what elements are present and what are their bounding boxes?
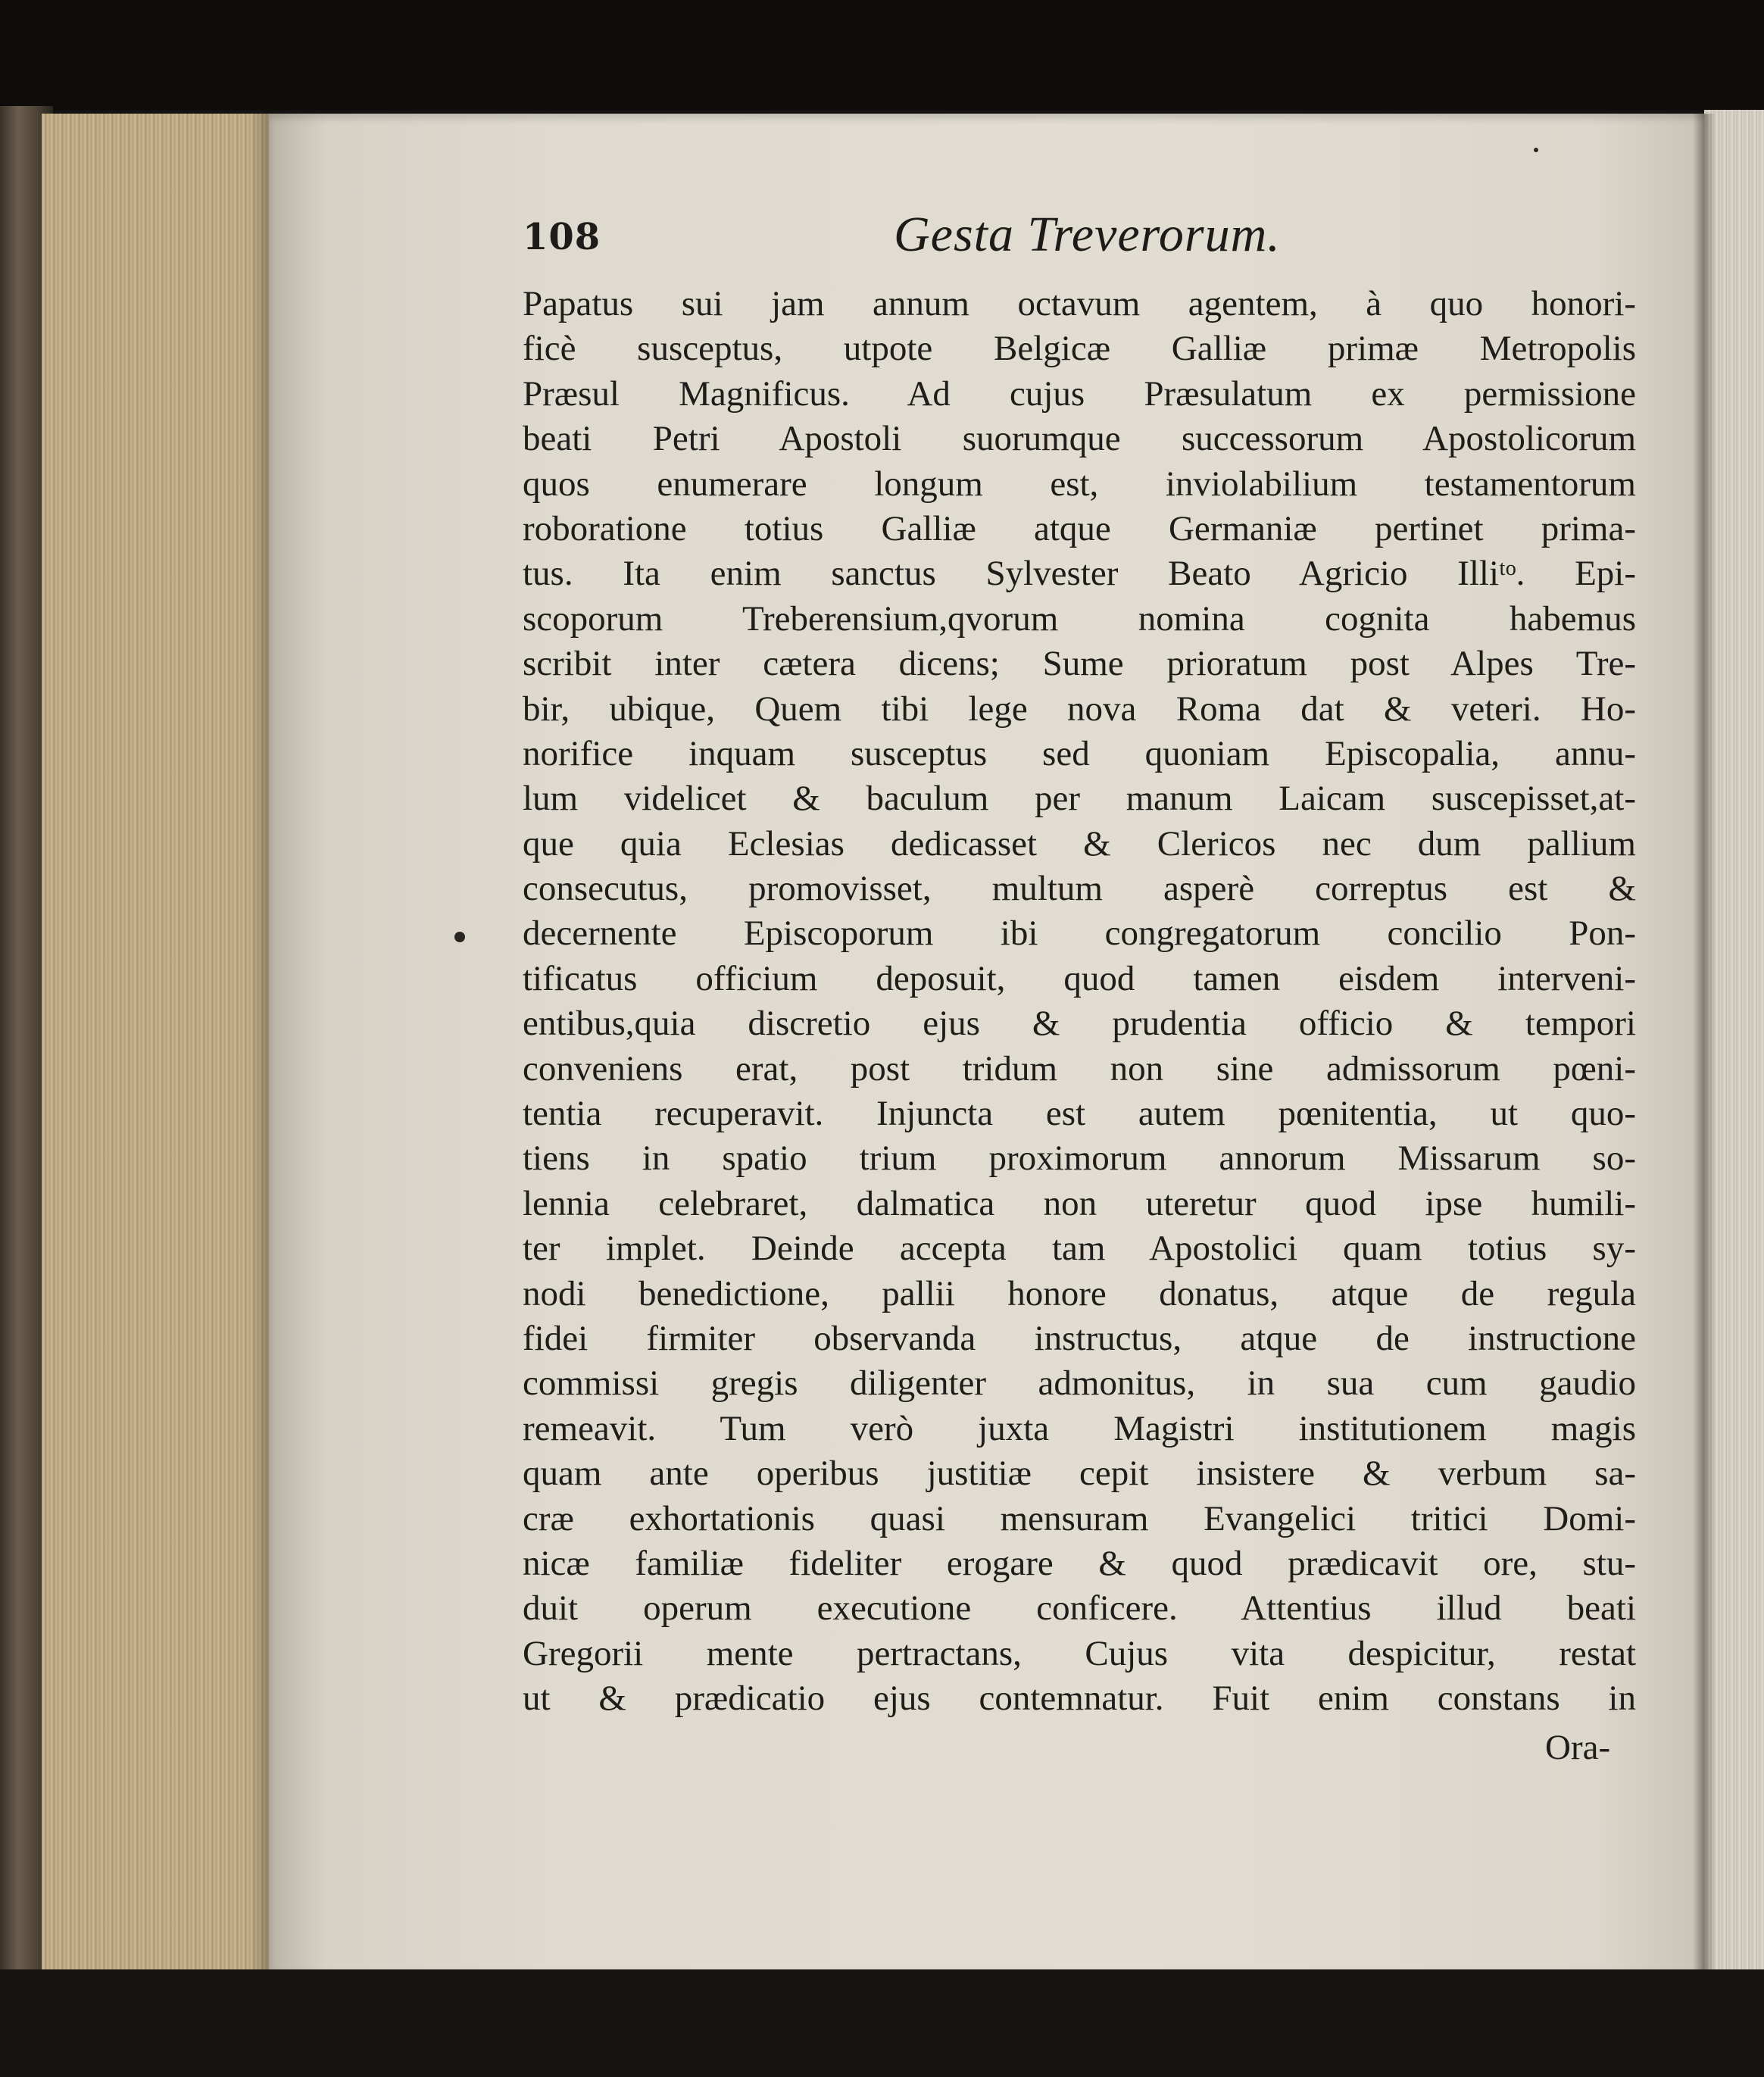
- text-line: tus. Ita enim sanctus Sylvester Beato Agricio Illi⁠ᵗᵒ. Epi-: [523, 554, 1636, 594]
- running-head: Gesta Treverorum.: [894, 207, 1281, 262]
- text-line: beati Petri Apostoli suorumque successorum Apostolicorum: [523, 419, 1636, 459]
- text-line: quam ante operibus justitiæ cepit insistere & verbum sa-: [523, 1454, 1636, 1494]
- text-line: ficè susceptus, utpote Belgicæ Galliæ primæ Metropolis: [523, 329, 1636, 369]
- text-line: duit operum executione conficere. Attentius illud beati: [523, 1588, 1636, 1629]
- text-line: ut & prædicatio ejus contemnatur. Fuit enim constans in: [523, 1679, 1636, 1719]
- text-line: Papatus sui jam annum octavum agentem, à quo honori-: [523, 284, 1636, 323]
- page-number: 108: [523, 216, 601, 258]
- text-line: Præsul Magnificus. Ad cujus Præsulatum ex permissione: [523, 373, 1636, 414]
- text-line: quos enumerare longum est, inviolabilium testamentorum: [523, 464, 1636, 504]
- text-line: bir, ubique, Quem tibi lege nova Roma dat & veteri. Ho-: [523, 689, 1636, 729]
- text-line: norifice inquam susceptus sed quoniam Episcopalia, annu-: [523, 733, 1636, 773]
- text-line: que quia Eclesias dedicasset & Clericos nec dum pallium: [523, 823, 1636, 864]
- text-line: decernente Episcoporum ibi congregatorum concilio Pon-: [523, 914, 1636, 954]
- text-line: lum videlicet & baculum per manum Laicam suscepisset,at-: [523, 779, 1636, 819]
- text-line: tificatus officium deposuit, quod tamen eisdem interveni-: [523, 958, 1636, 998]
- text-line: scoporum Treberensium,qvorum nomina cognita habemus: [523, 598, 1636, 639]
- text-line: cræ exhortationis quasi mensuram Evangelici tritici Domi-: [523, 1498, 1636, 1538]
- text-line: ter implet. Deinde accepta tam Apostolici quam totius sy-: [523, 1229, 1636, 1269]
- text-line: entibus,quia discretio ejus & prudentia officio & tempori: [523, 1004, 1636, 1044]
- text-line: Gregorii mente pertractans, Cujus vita despicitur, restat: [523, 1633, 1636, 1673]
- background-bottom: [0, 1969, 1764, 2077]
- text-line: conveniens erat, post tridum non sine admissorum pœni-: [523, 1048, 1636, 1088]
- ink-speck: [454, 932, 465, 942]
- body-text: [523, 282, 1636, 1722]
- text-line: nodi benedictione, pallii honore donatus, atque de regula: [523, 1273, 1636, 1313]
- text-line: lennia celebraret, dalmatica non uteretur quod ipse humili-: [523, 1183, 1636, 1223]
- page-edge-shadow-right: [1693, 114, 1716, 1969]
- ink-speck: [1534, 148, 1538, 152]
- background-top: [0, 0, 1764, 110]
- text-line: roboratione totius Galliæ atque Germaniæ pertinet prima-: [523, 508, 1636, 548]
- text-line: consecutus, promovisset, multum asperè correptus est &: [523, 869, 1636, 909]
- text-line: tiens in spatio trium proximorum annorum Missarum so-: [523, 1138, 1636, 1179]
- catchword: Ora-: [1545, 1728, 1611, 1767]
- text-line: scribit inter cætera dicens; Sume prioratum post Alpes Tre-: [523, 644, 1636, 684]
- text-line: commissi gregis diligenter admonitus, in sua cum gaudio: [523, 1363, 1636, 1404]
- text-line: remeavit. Tum verò juxta Magistri institutionem magis: [523, 1408, 1636, 1448]
- page-edges-left: [42, 114, 269, 1977]
- text-line: nicæ familiæ fideliter erogare & quod prædicavit ore, stu-: [523, 1543, 1636, 1583]
- text-line: fidei firmiter observanda instructus, atque de instructione: [523, 1318, 1636, 1358]
- text-line: tentia recuperavit. Injuncta est autem pœnitentia, ut quo-: [523, 1094, 1636, 1134]
